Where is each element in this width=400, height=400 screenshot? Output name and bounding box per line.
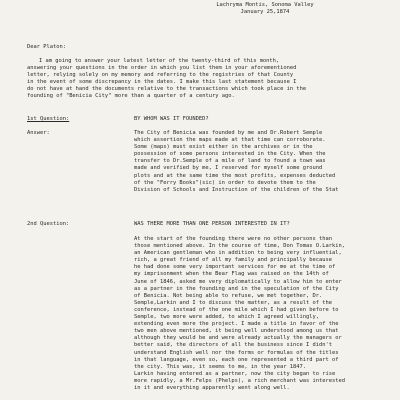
intro-line: in the event of some discrepancy in the dates. I make this last statement because I	[27, 79, 297, 86]
answer-line: two men above mentioned, it being well understood among us that	[134, 328, 339, 335]
answer-line: understand English well nor the forms or formulas of the titles	[134, 349, 339, 356]
answer-line: he had done some very important services for me at the time of	[134, 264, 336, 271]
answer-line: better said, the directors of all the business since I didn't	[134, 342, 332, 349]
answer-line: in it and everything apparently went along well.	[134, 384, 290, 391]
answer-line: of the "Ferry Books"(sic) in order to devote them to the	[134, 179, 316, 186]
answer-line: Larkin having entered as a partner, now the city began to rise	[134, 370, 336, 377]
salutation: Dear Platon:	[27, 44, 66, 50]
answer-line: an American gentleman who in addition to being very influential,	[134, 250, 342, 257]
answer-line: possession of some persons interested in the City. When the	[134, 151, 326, 158]
answer-line: plots and at the same time the most profits, expenses deducted	[134, 172, 336, 179]
intro-line: I am going to answer your latest letter of the twenty-third of this month,	[39, 58, 280, 64]
answer-line: June of 1846, asked me very diplomatically to allow him to enter	[134, 278, 342, 285]
answer-line: of Benicia. Not being able to refuse, we met together, Dr.	[134, 292, 323, 299]
header-place: Lachryma Montis, Sonoma Valley	[216, 2, 314, 8]
answer-line: which assertion the maps made at that time can corroborate.	[134, 137, 326, 144]
answer-line: the city. This was, it seems to me, in the year 1847.	[134, 363, 307, 370]
intro-line: do not have at hand the documents relative to the transactions which took place in the	[27, 86, 307, 93]
answer-line: Semple,Larkin and I to discuss the matter, as a result of the	[134, 299, 332, 306]
answer-line: conference, instead of the one mile which I had given before to	[134, 306, 339, 313]
intro-line: answering your questions in the order in which you list them in your aforementioned	[27, 65, 297, 72]
answer-line: The City of Benicia was founded by me and Dr.Robert Semple	[134, 130, 323, 136]
answer-1-label: Answer:	[27, 130, 50, 136]
question-1-label: 1st Question:	[27, 116, 70, 122]
answer-line: made and verified by me, I reserved for myself some ground	[134, 165, 323, 172]
header-date: January 25,1874	[240, 8, 290, 15]
answer-line: more rapidly, a Mr.Felps (Phelps), a rich merchant was interested	[134, 377, 345, 384]
intro-line: letter, relying solely on my memory and referring to the registries of that County	[27, 72, 294, 79]
answer-line: Division of Schools and Instruction of the children of the Stat	[134, 186, 339, 193]
intro-paragraph	[27, 58, 371, 101]
answer-2-text	[134, 236, 386, 392]
question-1-text: BY WHOM WAS IT FOUNDED?	[134, 116, 209, 122]
question-2-label: 2nd Question:	[27, 221, 70, 227]
answer-line: rich, a great friend of all my family and principally because	[134, 257, 332, 264]
answer-line: extending even more the project. I made a title in favor of the	[134, 321, 339, 328]
answer-line: in that language, even so, each one represented a third part of	[134, 356, 339, 363]
answer-line: those mentioned above. In the course of time, Don Tomas O.Larkin,	[134, 243, 345, 250]
answer-line: transfer to Dr.Semple of a mile of land to found a town was	[134, 158, 326, 165]
answer-line: At the start of the founding there were no other persons than	[134, 236, 332, 242]
question-2-text: WAS THERE MORE THAN ONE PERSON INTERESTED IN IT?	[134, 221, 290, 227]
letter-header	[200, 2, 330, 15]
answer-1-text	[134, 130, 386, 194]
answer-line: as a partner in the founding and in the speculation of the City	[134, 285, 339, 292]
answer-line: Semple, two more were added, to which I agreed willingly,	[134, 314, 319, 321]
answer-line: my imprisonment when the Bear Flag was raised on the 14th of	[134, 271, 329, 278]
answer-line: although they would be and were already actually the managers or	[134, 335, 342, 342]
intro-line: founding of "Benicia City" more than a quarter of a century ago.	[27, 93, 235, 100]
answer-line: Some (maps) must exist either in the archives or in the	[134, 144, 313, 151]
